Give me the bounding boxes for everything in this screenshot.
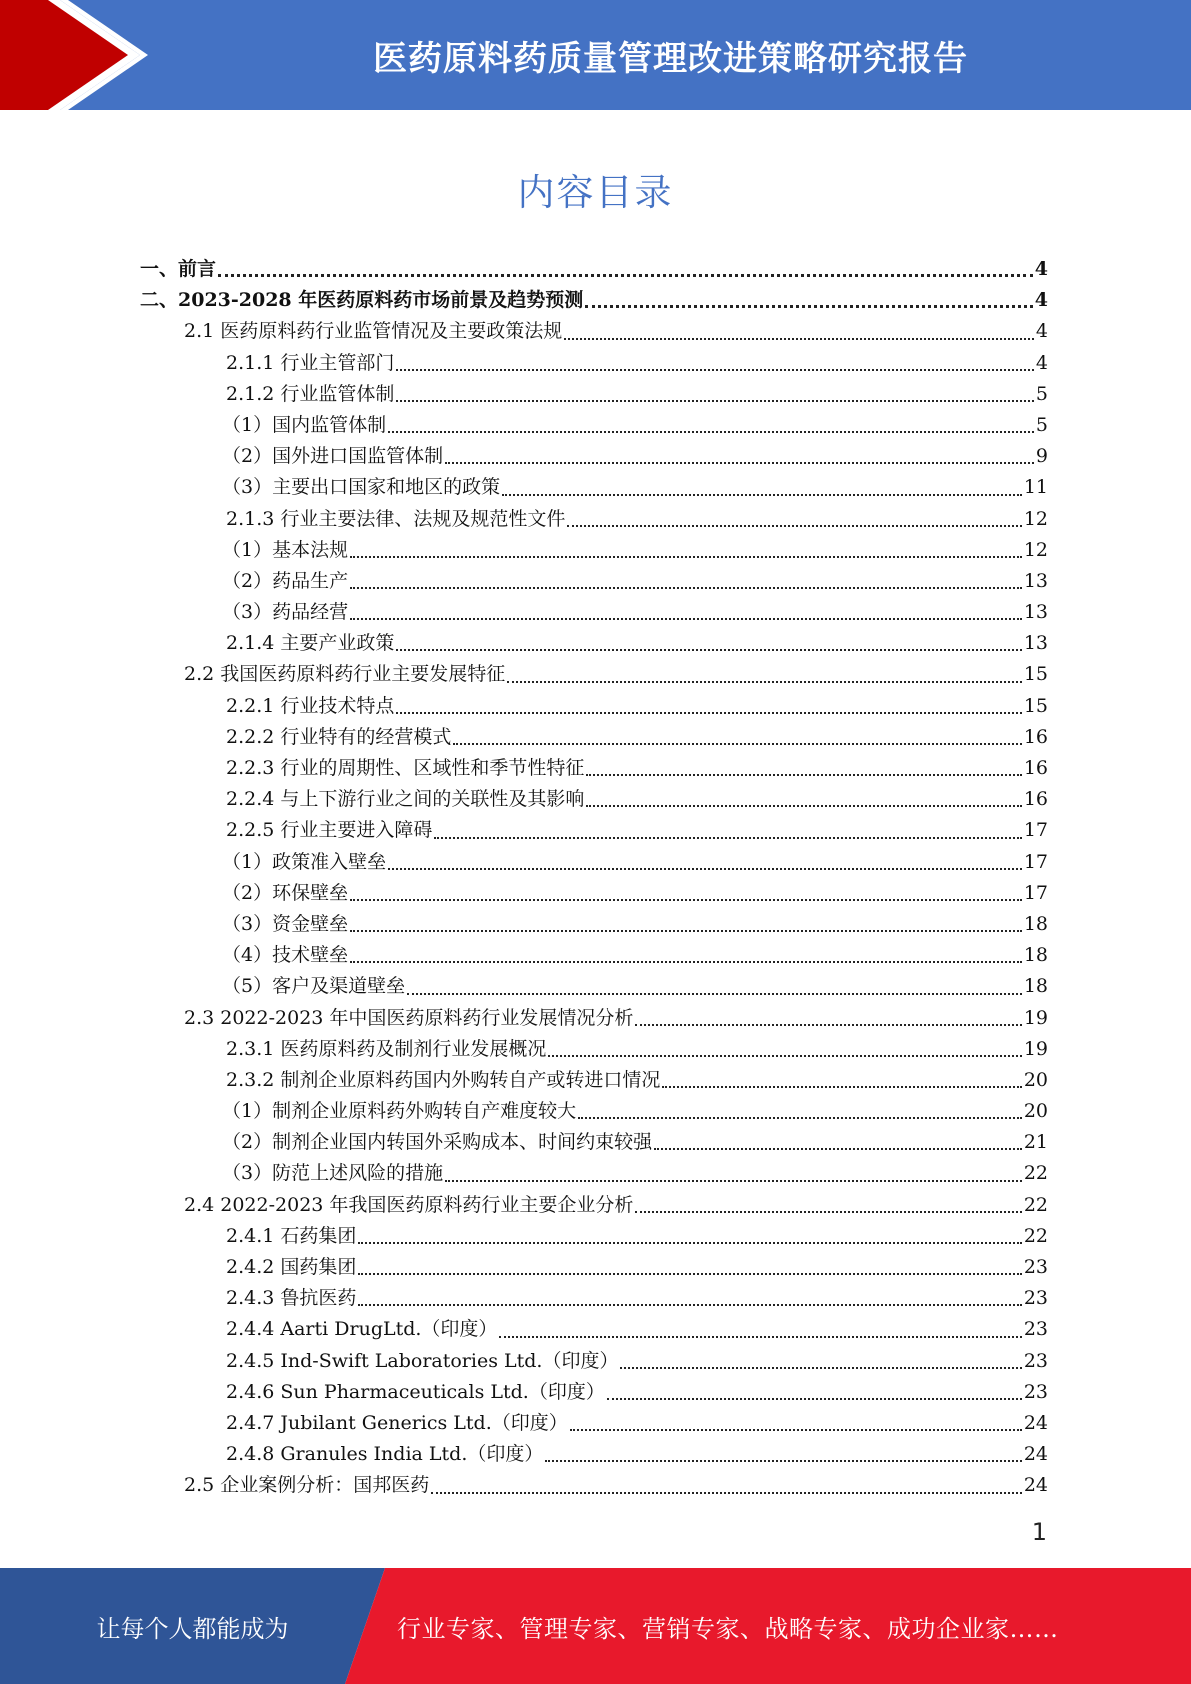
toc-entry-page: 17 — [1023, 881, 1048, 904]
toc-entry-title: 2.2 我国医药原料药行业主要发展特征 — [184, 663, 506, 686]
toc-dot-leader — [578, 1117, 1022, 1119]
toc-entry-title: （1）政策准入壁垒 — [222, 850, 387, 873]
toc-entry-title: 2.2.1 行业技术特点 — [226, 694, 395, 717]
toc-entry[interactable] — [140, 971, 1048, 1002]
toc-entry[interactable] — [140, 1408, 1048, 1439]
toc-entry[interactable] — [140, 1065, 1048, 1096]
toc-dot-leader — [453, 743, 1021, 745]
toc-entry[interactable] — [140, 1221, 1048, 1252]
toc-entry-page: 24 — [1023, 1411, 1048, 1434]
toc-entry-page: 12 — [1023, 538, 1048, 561]
toc-entry[interactable] — [140, 628, 1048, 659]
toc-entry-title: 2.2.2 行业特有的经营模式 — [226, 725, 452, 748]
toc-entry[interactable] — [140, 1003, 1048, 1034]
toc-entry[interactable] — [140, 847, 1048, 878]
toc-entry-page: 22 — [1023, 1224, 1048, 1247]
toc-entry[interactable] — [140, 597, 1048, 628]
toc-entry-title: 2.4.5 Ind-Swift Laboratories Ltd.（印度） — [226, 1349, 619, 1372]
toc-dot-leader — [350, 899, 1022, 901]
toc-entry-page: 13 — [1023, 632, 1048, 655]
toc-entry-title: （1）制剂企业原料药外购转自产难度较大 — [222, 1100, 577, 1123]
toc-entry[interactable] — [140, 815, 1048, 846]
toc-entry-page: 5 — [1035, 382, 1048, 405]
toc-dot-leader — [431, 1492, 1022, 1494]
toc-entry-page: 20 — [1023, 1100, 1048, 1123]
toc-entry-page: 13 — [1023, 569, 1048, 592]
toc-dot-leader — [445, 1180, 1022, 1182]
toc-entry-page: 18 — [1023, 912, 1048, 935]
toc-entry[interactable] — [140, 535, 1048, 566]
toc-dot-leader — [499, 1336, 1021, 1338]
toc-entry[interactable] — [140, 1190, 1048, 1221]
toc-entry-page: 11 — [1023, 476, 1048, 499]
footer-slogan-left: 让每个人都能成为 — [96, 1614, 289, 1643]
toc-dot-leader — [358, 1304, 1021, 1306]
toc-entry-page: 4 — [1034, 258, 1048, 280]
toc-entry-page: 20 — [1023, 1068, 1048, 1091]
toc-dot-leader — [654, 1148, 1022, 1150]
toc-entry-page: 4 — [1035, 320, 1048, 343]
toc-entry[interactable] — [140, 410, 1048, 441]
toc-dot-leader — [396, 400, 1034, 402]
toc-entry[interactable] — [140, 566, 1048, 597]
report-title: 医药原料药质量管理改进策略研究报告 — [373, 38, 968, 79]
footer-banner — [0, 1568, 1191, 1684]
toc-entry-page: 19 — [1023, 1037, 1048, 1060]
toc-dot-leader — [545, 1460, 1021, 1462]
toc-entry-page: 5 — [1035, 413, 1048, 436]
toc-entry-title: 2.4.2 国药集团 — [226, 1256, 357, 1278]
toc-entry-page: 4 — [1035, 351, 1048, 374]
toc-entry-title: 一、前言 — [140, 258, 217, 280]
toc-entry-title: 2.1.4 主要产业政策 — [226, 632, 395, 655]
toc-entry-page: 23 — [1023, 1318, 1048, 1341]
toc-entry[interactable] — [140, 316, 1048, 347]
toc-entry-title: 2.1.1 行业主管部门 — [226, 351, 395, 374]
toc-entry-title: 2.2.4 与上下游行业之间的关联性及其影响 — [226, 788, 585, 811]
toc-entry[interactable] — [140, 1127, 1048, 1158]
toc-entry-title: （2）药品生产 — [222, 569, 349, 592]
toc-entry-title: 2.4.8 Granules India Ltd.（印度） — [226, 1443, 544, 1466]
toc-entry-page: 23 — [1023, 1287, 1048, 1310]
toc-entry-page: 12 — [1023, 507, 1048, 530]
toc-entry[interactable] — [140, 1158, 1048, 1189]
toc-entry-page: 9 — [1035, 445, 1048, 468]
toc-dot-leader — [358, 1242, 1021, 1244]
toc-entry-page: 18 — [1023, 944, 1048, 967]
toc-entry[interactable] — [140, 784, 1048, 815]
toc-entry[interactable] — [140, 940, 1048, 971]
toc-entry-title: 2.1 医药原料药行业监管情况及主要政策法规 — [184, 320, 563, 343]
table-of-contents — [140, 254, 1048, 1502]
toc-entry[interactable] — [140, 1377, 1048, 1408]
toc-dot-leader — [396, 369, 1034, 371]
toc-entry[interactable] — [140, 659, 1048, 690]
toc-entry[interactable] — [140, 691, 1048, 722]
toc-entry-page: 22 — [1023, 1193, 1048, 1216]
toc-dot-leader — [350, 556, 1022, 558]
toc-entry-title: （2）国外进口国监管体制 — [222, 445, 444, 468]
toc-entry[interactable] — [140, 878, 1048, 909]
toc-entry-page: 23 — [1023, 1349, 1048, 1372]
toc-entry[interactable] — [140, 1439, 1048, 1470]
toc-entry-page: 15 — [1023, 663, 1048, 686]
toc-entry[interactable] — [140, 441, 1048, 472]
toc-entry-title: （3）主要出口国家和地区的政策 — [222, 476, 501, 499]
toc-entry-title: 2.3.1 医药原料药及制剂行业发展概况 — [226, 1037, 547, 1060]
toc-entry[interactable] — [140, 1314, 1048, 1345]
toc-entry[interactable] — [140, 1096, 1048, 1127]
toc-dot-leader — [635, 1024, 1021, 1026]
toc-entry[interactable] — [140, 909, 1048, 940]
toc-dot-leader — [445, 462, 1034, 464]
toc-dot-leader — [586, 805, 1021, 807]
toc-dot-leader — [350, 961, 1022, 963]
toc-dot-leader — [548, 1055, 1021, 1057]
toc-entry[interactable] — [140, 504, 1048, 535]
footer-slogan-right: 行业专家、管理专家、营销专家、战略专家、成功企业家…… — [397, 1614, 1059, 1643]
toc-entry-page: 23 — [1023, 1256, 1048, 1278]
toc-entry-page: 16 — [1023, 788, 1048, 811]
toc-entry-title: 2.3.2 制剂企业原料药国内外购转自产或转进口情况 — [226, 1068, 661, 1091]
toc-entry[interactable] — [140, 722, 1048, 753]
page-number: 1 — [1031, 1518, 1047, 1546]
toc-dot-leader — [396, 712, 1021, 714]
toc-entry[interactable] — [140, 472, 1048, 503]
toc-heading: 内容目录 — [517, 171, 674, 214]
toc-entry-title: （3）药品经营 — [222, 601, 349, 624]
toc-dot-leader — [570, 1429, 1022, 1431]
toc-entry-page: 21 — [1023, 1131, 1048, 1154]
toc-dot-leader — [567, 525, 1021, 527]
toc-entry-page: 19 — [1023, 1006, 1048, 1029]
toc-dot-leader — [358, 1273, 1021, 1275]
toc-entry-title: 2.4.4 Aarti DrugLtd.（印度） — [226, 1318, 498, 1341]
toc-dot-leader — [350, 618, 1022, 620]
toc-entry[interactable] — [140, 1252, 1048, 1283]
toc-dot-leader — [218, 274, 1033, 277]
toc-entry-page: 4 — [1034, 289, 1048, 312]
toc-entry-title: （2）制剂企业国内转国外采购成本、时间约束较强 — [222, 1131, 653, 1154]
toc-entry-title: 2.1.3 行业主要法律、法规及规范性文件 — [226, 507, 566, 530]
toc-entry-page: 24 — [1023, 1474, 1048, 1497]
toc-entry[interactable] — [140, 254, 1048, 285]
toc-entry-page: 16 — [1023, 757, 1048, 779]
toc-entry-title: 2.3 2022-2023 年中国医药原料药行业发展情况分析 — [184, 1006, 634, 1029]
toc-entry-title: 2.4.6 Sun Pharmaceuticals Ltd.（印度） — [226, 1380, 605, 1403]
toc-entry-title: （4）技术壁垒 — [222, 944, 349, 967]
toc-entry[interactable] — [140, 753, 1048, 784]
toc-dot-leader — [388, 431, 1034, 433]
toc-entry-page: 17 — [1023, 819, 1048, 842]
toc-entry[interactable] — [140, 1034, 1048, 1065]
toc-entry[interactable] — [140, 1283, 1048, 1314]
toc-entry-title: 2.2.3 行业的周期性、区域性和季节性特征 — [226, 757, 585, 779]
toc-entry[interactable] — [140, 348, 1048, 379]
toc-dot-leader — [350, 930, 1022, 932]
toc-dot-leader — [350, 587, 1022, 589]
toc-entry-page: 13 — [1023, 601, 1048, 624]
toc-entry-title: 2.5 企业案例分析：国邦医药 — [184, 1474, 430, 1497]
toc-dot-leader — [396, 649, 1021, 651]
toc-entry-title: 2.4.1 石药集团 — [226, 1224, 357, 1247]
toc-entry-page: 24 — [1023, 1443, 1048, 1466]
toc-entry[interactable] — [140, 1470, 1048, 1501]
toc-entry-title: （5）客户及渠道壁垒 — [222, 975, 406, 998]
toc-entry-title: 2.4.7 Jubilant Generics Ltd.（印度） — [226, 1411, 568, 1434]
toc-entry-title: （3）资金壁垒 — [222, 912, 349, 935]
toc-entry-page: 22 — [1023, 1162, 1048, 1185]
toc-entry-title: 2.1.2 行业监管体制 — [226, 382, 395, 405]
toc-entry[interactable] — [140, 1346, 1048, 1377]
toc-entry-page: 16 — [1023, 725, 1048, 748]
toc-entry-title: （1）国内监管体制 — [222, 413, 387, 436]
toc-entry[interactable] — [140, 285, 1048, 316]
toc-dot-leader — [607, 1398, 1022, 1400]
toc-dot-leader — [635, 1211, 1021, 1213]
toc-entry-title: 二、2023-2028 年医药原料药市场前景及趋势预测 — [140, 289, 584, 312]
toc-entry-page: 17 — [1023, 850, 1048, 873]
toc-dot-leader — [586, 774, 1021, 776]
toc-dot-leader — [434, 837, 1021, 839]
toc-entry-title: 2.4 2022-2023 年我国医药原料药行业主要企业分析 — [184, 1193, 634, 1216]
toc-entry-page: 23 — [1023, 1380, 1048, 1403]
toc-entry-title: （2）环保壁垒 — [222, 881, 349, 904]
header-banner — [0, 0, 1191, 110]
toc-entry[interactable] — [140, 379, 1048, 410]
toc-dot-leader — [388, 868, 1022, 870]
toc-dot-leader — [407, 993, 1022, 995]
toc-entry-title: 2.4.3 鲁抗医药 — [226, 1287, 357, 1310]
toc-dot-leader — [502, 494, 1022, 496]
toc-entry-title: （1）基本法规 — [222, 538, 349, 561]
toc-entry-page: 18 — [1023, 975, 1048, 998]
toc-dot-leader — [585, 305, 1033, 308]
toc-dot-leader — [564, 338, 1034, 340]
toc-entry-title: 2.2.5 行业主要进入障碍 — [226, 819, 433, 842]
toc-entry-page: 15 — [1023, 694, 1048, 717]
toc-dot-leader — [662, 1086, 1021, 1088]
toc-dot-leader — [620, 1367, 1021, 1369]
toc-dot-leader — [507, 681, 1022, 683]
toc-entry-title: （3）防范上述风险的措施 — [222, 1162, 444, 1185]
